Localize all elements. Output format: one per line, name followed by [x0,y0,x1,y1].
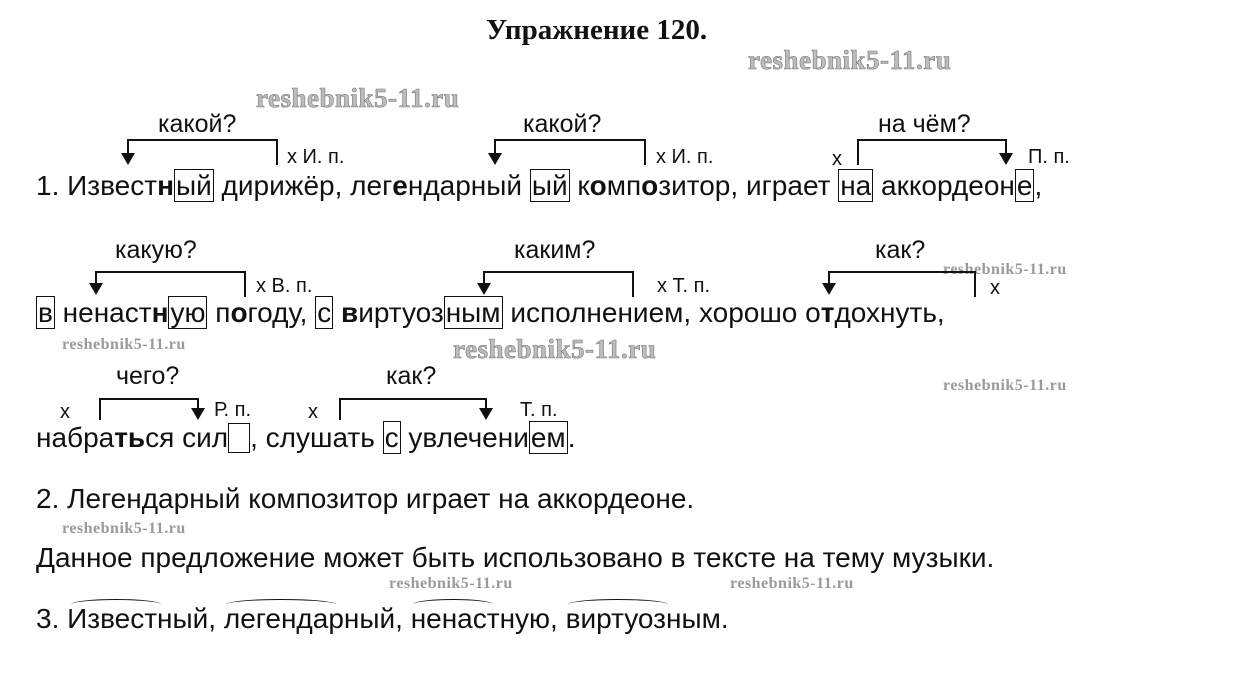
preposition-box: с [384,422,399,453]
sentence-line-3 [36,422,575,454]
question-label: какой? [523,110,602,138]
watermark: reshebnik5-11.ru [748,45,952,75]
word-root-marked [224,603,395,634]
text: Известный [67,603,209,634]
text: исполнением, хорошо о [502,297,821,328]
preposition-box: с [317,297,332,328]
preposition-box: в [38,297,53,328]
exercise-title: Упражнение 120. [486,14,708,46]
text: ненастную [410,603,551,634]
text: виртуозным [565,603,721,634]
text: . [720,603,729,634]
root-arc [226,599,336,610]
answer-2-comment: Данное предложение может быть использовано в тексте на тему музыки. [36,542,995,573]
text: к [569,170,590,201]
text-bold: в [340,297,359,328]
case-label: х [60,401,70,423]
sentence-line-2 [36,297,945,329]
arrow-head [191,408,205,420]
root-arc [413,599,493,610]
word-root-marked [411,603,550,634]
text: зитор, играет [658,170,839,201]
case-label: х [832,148,842,170]
case-label: х [308,401,318,423]
arrow-bracket [96,272,245,297]
arrow-head [121,153,135,165]
watermark: reshebnik5-11.ru [943,377,1067,394]
text: набра [36,422,115,453]
text: , слушать [250,422,383,453]
text: , [1034,170,1043,201]
case-label: х Т. п. [657,275,711,297]
arrow-bracket [858,140,1006,165]
case-label: П. п. [1028,146,1070,168]
word-root-marked [67,603,208,634]
ending-box: ую [170,297,206,328]
watermark: reshebnik5-11.ru [62,336,186,353]
text-bold: о [641,170,659,201]
text-bold: о [589,170,607,201]
watermark: reshebnik5-11.ru [453,334,657,364]
root-arc [568,599,668,610]
case-label: х [990,277,1000,299]
text: , [395,603,411,634]
arrow-head [477,283,491,295]
preposition-box: на [840,170,872,201]
watermark: reshebnik5-11.ru [389,575,513,592]
text: легендарный [223,603,396,634]
arrow-head [999,153,1013,165]
ending-box: е [1016,170,1033,201]
text-bold: т [820,297,835,328]
text: п [207,297,231,328]
text: ненаст [54,297,152,328]
arrow-head [488,153,502,165]
text: мп [606,170,642,201]
question-label: какой? [158,110,237,138]
text: ндарный [407,170,530,201]
question-label: как? [386,362,437,390]
text-bold: н [151,297,169,328]
ending-box: ый [175,170,212,201]
ending-box: ый [531,170,568,201]
ending-box: ем [530,422,566,453]
text: году, [247,297,316,328]
root-arc [71,599,161,610]
question-label: на чём? [878,110,971,138]
case-label: х И. п. [287,146,345,168]
arrow-bracket [484,272,633,297]
question-label: как? [875,236,926,264]
text [333,297,341,328]
watermark: reshebnik5-11.ru [943,261,1067,278]
arrow-bracket [100,399,198,420]
text: увлечени [400,422,529,453]
text: , [208,603,224,634]
watermark: reshebnik5-11.ru [730,575,854,592]
case-label: Т. п. [520,399,558,421]
question-label: чего? [116,362,180,390]
text-bold: о [230,297,248,328]
sentence-line-1 [36,170,1042,202]
question-label: какую? [115,236,197,264]
text: ся сил [145,422,229,453]
watermark: reshebnik5-11.ru [62,520,186,537]
word-root-marked [566,603,721,634]
text: . [567,422,576,453]
watermark: reshebnik5-11.ru [256,83,460,113]
text: дирижёр, лег [213,170,393,201]
empty-ending-box [228,423,250,453]
case-label: х В. п. [256,275,313,297]
text: дохнуть, [834,297,945,328]
answer-3-words [36,603,729,635]
arrow-bracket [495,140,645,165]
case-label: х И. п. [656,146,714,168]
arrow-bracket [340,399,486,420]
case-label: Р. п. [214,399,252,421]
arrow-head [89,283,103,295]
text: аккордеон [873,170,1015,201]
text-bold: ть [114,422,146,453]
question-label: каким? [514,236,596,264]
ending-box: ным [445,297,501,328]
arrow-head [822,283,836,295]
arrow-head [479,408,493,420]
text: , [550,603,566,634]
text-bold: н [157,170,174,201]
arrow-bracket [128,140,277,165]
text: 3. [36,603,68,634]
text: иртуоз [358,297,444,328]
arrow-bracket [829,272,975,297]
text-bold: е [392,170,408,201]
answer-2-sentence: 2. Легендарный композитор играет на аккордеоне. [36,483,695,514]
text: 1. Извест [36,170,158,201]
